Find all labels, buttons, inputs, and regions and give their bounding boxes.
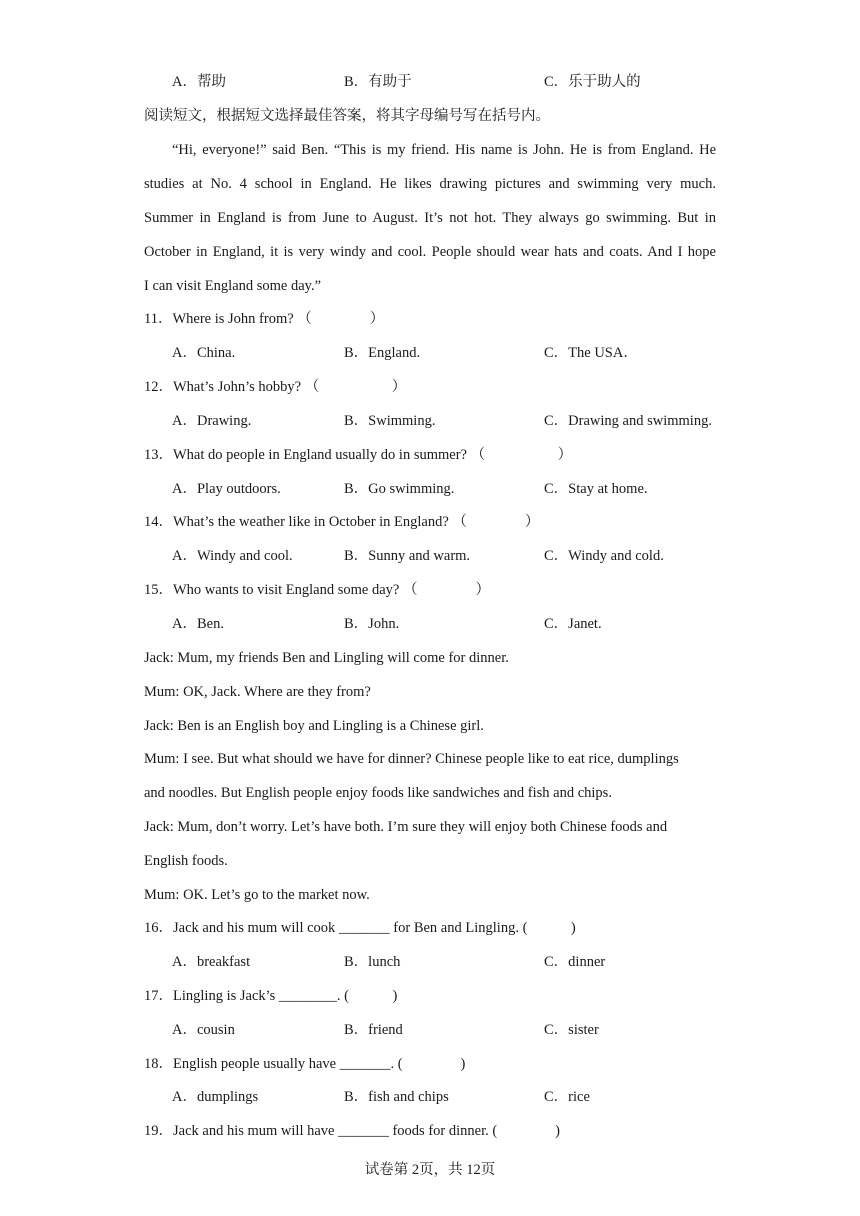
- section-instruction: 阅读短文，根据短文选择最佳答案，将其字母编号写在括号内。: [144, 108, 550, 124]
- page-footer: 试卷第 2页，共 12页: [364, 1162, 496, 1178]
- option-a: A．dumplings: [172, 1089, 259, 1105]
- option-a: A．帮助: [172, 74, 226, 90]
- option-a: A．Ben.: [172, 616, 224, 632]
- option-c: C．dinner: [544, 954, 606, 970]
- option-a: A．Drawing.: [172, 413, 252, 429]
- question-17: 17．Lingling is Jack’s ________. ( ): [144, 988, 398, 1004]
- option-c: C．Windy and cold.: [544, 548, 664, 564]
- passage-line: Summer in England is from June to August. It’s not hot. They always go swimming. But in: [144, 210, 716, 226]
- option-c: C．Janet.: [544, 616, 602, 632]
- dialogue-line: English foods.: [144, 853, 228, 869]
- dialogue-line: Mum: I see. But what should we have for dinner? Chinese people like to eat rice, dumplings: [144, 751, 679, 767]
- dialogue-line: Jack: Mum, my friends Ben and Lingling will come for dinner.: [144, 650, 509, 666]
- dialogue-line: Jack: Ben is an English boy and Lingling is a Chinese girl.: [144, 718, 484, 734]
- option-b: B．Go swimming.: [344, 481, 455, 497]
- option-b: B．England.: [344, 345, 421, 361]
- option-c: C．sister: [544, 1022, 599, 1038]
- option-c: C．The USA．: [544, 345, 638, 361]
- option-b: B．friend: [344, 1022, 403, 1038]
- dialogue-line: Mum: OK, Jack. Where are they from?: [144, 684, 371, 700]
- dialogue-line: Mum: OK. Let’s go to the market now.: [144, 887, 370, 903]
- option-b: B．fish and chips: [344, 1089, 449, 1105]
- question-16: 16．Jack and his mum will cook _______ for Ben and Lingling. ( ): [144, 920, 576, 936]
- dialogue-line: Jack: Mum, don’t worry. Let’s have both. I’m sure they will enjoy both Chinese foods and: [144, 819, 668, 835]
- option-c: C．Stay at home.: [544, 481, 648, 497]
- option-a: A．China.: [172, 345, 236, 361]
- passage-line: October in England, it is very windy and cool. People should wear hats and coats. And I hope: [144, 244, 716, 260]
- passage-line: I can visit England some day.”: [144, 278, 322, 294]
- option-a: A．breakfast: [172, 954, 251, 970]
- option-c: C．rice: [544, 1089, 590, 1105]
- question-15: 15．Who wants to visit England some day? （ ）: [144, 582, 490, 598]
- option-a: A．cousin: [172, 1022, 235, 1038]
- option-b: B．Sunny and warm.: [344, 548, 471, 564]
- dialogue-line: and noodles. But English people enjoy foods like sandwiches and fish and chips.: [144, 785, 612, 801]
- question-14: 14．What’s the weather like in October in England? （ ）: [144, 514, 540, 530]
- passage-line: “Hi, everyone!” said Ben. “This is my friend. His name is John. He is from England. He: [172, 142, 716, 158]
- option-c: C．Drawing and swimming.: [544, 413, 712, 429]
- option-b: B．Swimming.: [344, 413, 436, 429]
- option-a: A．Play outdoors.: [172, 481, 281, 497]
- question-11: 11．Where is John from? （ ）: [144, 311, 385, 327]
- question-12: 12．What’s John’s hobby? （ ）: [144, 379, 407, 395]
- option-b: B．John.: [344, 616, 400, 632]
- option-b: B．有助于: [344, 74, 412, 90]
- question-13: 13．What do people in England usually do in summer? （ ）: [144, 447, 573, 463]
- question-19: 19．Jack and his mum will have _______ foods for dinner. ( ): [144, 1123, 561, 1139]
- option-b: B．lunch: [344, 954, 401, 970]
- question-18: 18．English people usually have _______. ( ): [144, 1056, 466, 1072]
- option-a: A．Windy and cool.: [172, 548, 293, 564]
- passage-line: studies at No. 4 school in England. He likes drawing pictures and swimming very much.: [144, 176, 716, 192]
- option-c: C．乐于助人的: [544, 74, 641, 90]
